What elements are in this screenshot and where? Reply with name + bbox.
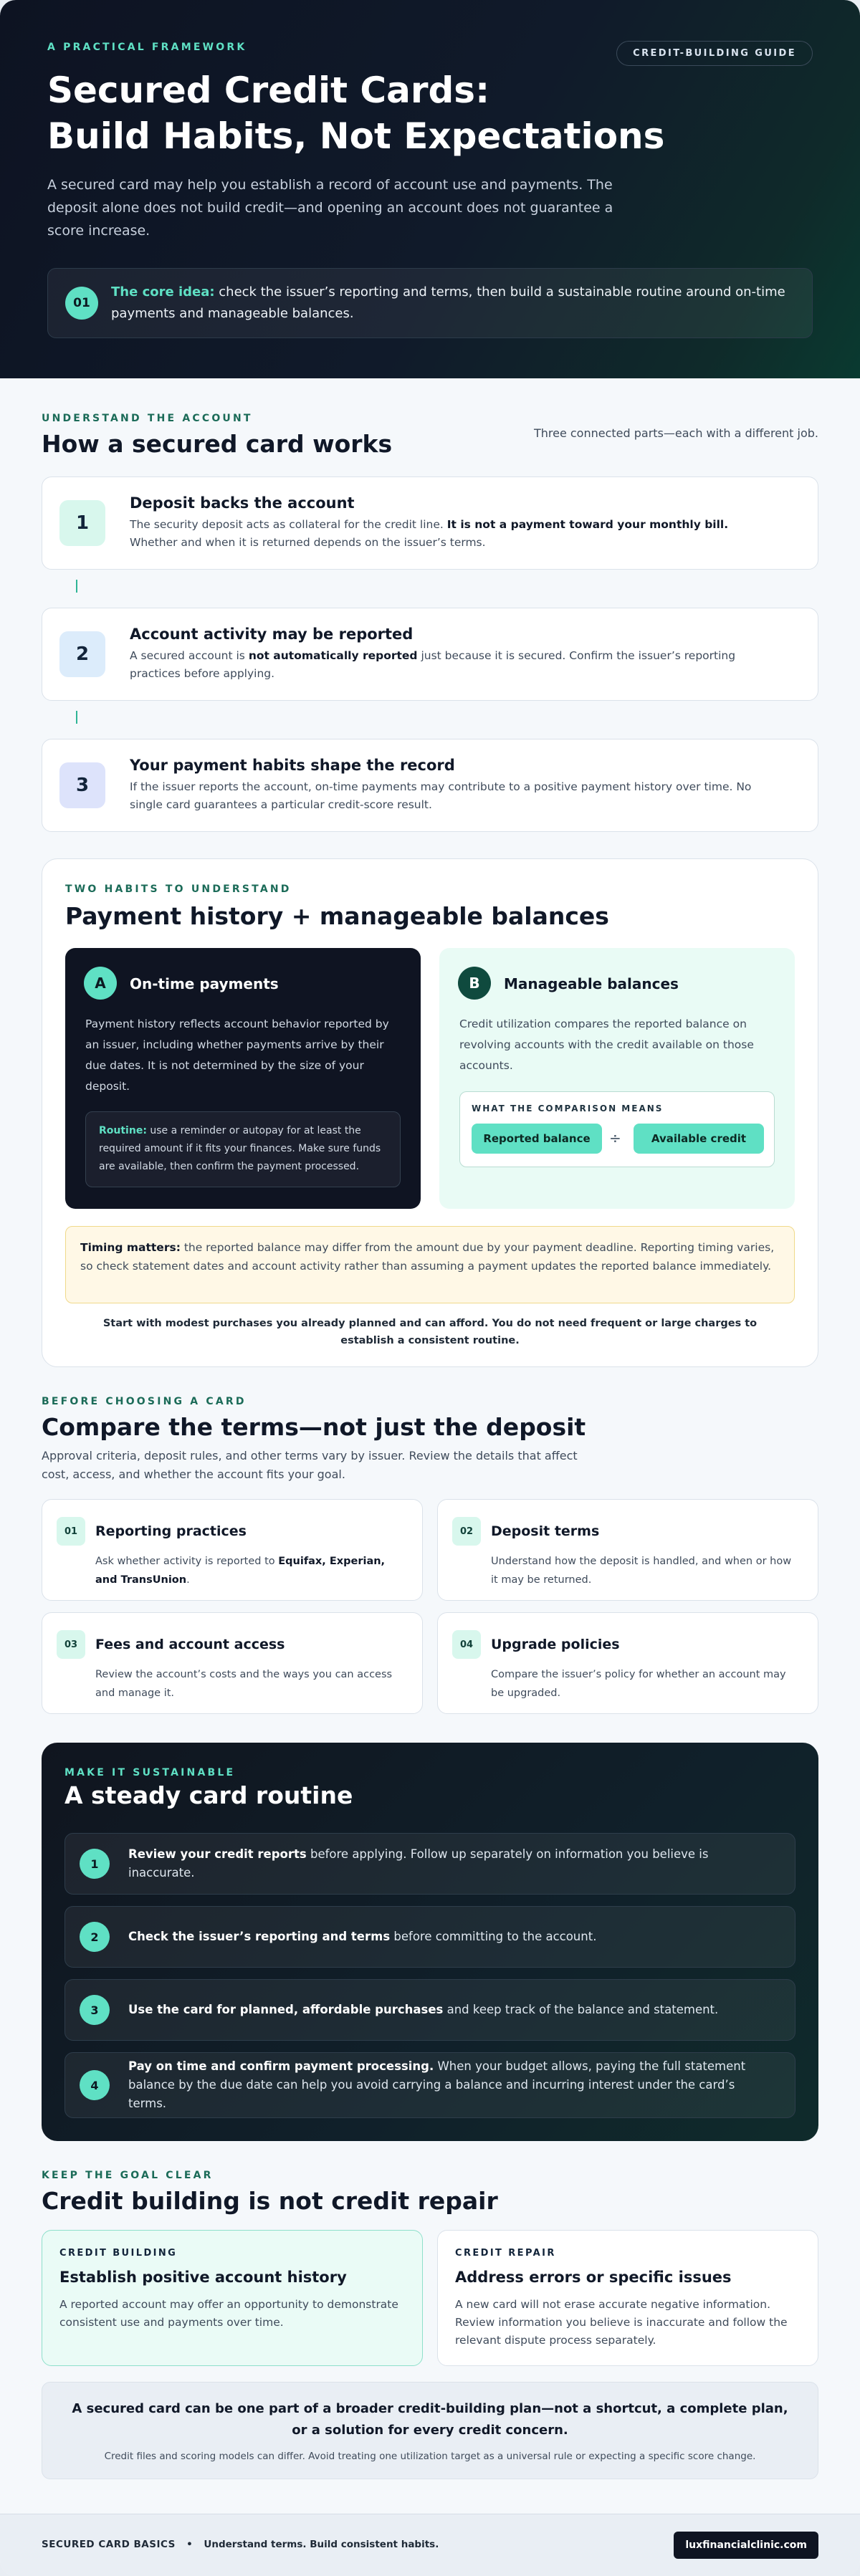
step-desc: A secured account is not automatically reported just because it is secured. Confirm the issuer’s reporting practices before applying. <box>130 649 736 680</box>
hero <box>0 0 860 378</box>
core-idea-body: check the issuer’s reporting and terms, then build a sustainable routine around on-time payments and manageable balances. <box>111 284 785 321</box>
habit-manageable-balances <box>439 948 795 1209</box>
guide-badge: CREDIT-BUILDING GUIDE <box>616 41 813 66</box>
step-title: Your payment habits shape the record <box>130 757 455 774</box>
steps-list <box>42 477 818 832</box>
habits-title: Payment history + manageable balances <box>65 902 609 930</box>
term-title: Reporting practices <box>95 1523 247 1539</box>
routine-step <box>64 2052 796 2118</box>
available-credit-pill: Available credit <box>634 1124 764 1154</box>
how-section <box>0 378 860 873</box>
term-desc: Ask whether activity is reported to Equifax, Experian, and TransUnion. <box>95 1556 386 1586</box>
step-title: Deposit backs the account <box>130 494 355 512</box>
cmp-title: Establish positive account history <box>59 2269 347 2286</box>
title-line-2: Build Habits, Not Expectations <box>47 115 665 157</box>
term-title: Fees and account access <box>95 1637 285 1652</box>
terms-intro: Approval criteria, deposit rules, and other terms vary by issuer. Review the details that affect cost, access, and whether the account fits your goal. <box>42 1449 578 1481</box>
routine-number: 2 <box>80 1922 110 1952</box>
habit-on-time-payments <box>65 948 421 1209</box>
step-connector <box>76 580 77 593</box>
term-title: Deposit terms <box>491 1523 600 1539</box>
habits-eyebrow: TWO HABITS TO UNDERSTAND <box>65 884 292 895</box>
habit-title: Manageable balances <box>504 975 679 992</box>
cmp-title: Address errors or specific issues <box>455 2269 732 2286</box>
term-title: Upgrade policies <box>491 1637 620 1652</box>
utilization-label: WHAT THE COMPARISON MEANS <box>472 1103 664 1114</box>
footer-left <box>42 2539 439 2550</box>
routine-tip: Routine: use a reminder or autopay for at least the required amount if it fits your finances. Make sure funds are available, then confirm the payment processed. <box>85 1111 401 1187</box>
summary-fineprint: Credit files and scoring models can differ. Avoid treating one utilization target as a universal rule or expecting a specific score change. <box>104 2451 756 2462</box>
term-card-upgrade <box>437 1612 818 1714</box>
step-card-reporting <box>42 608 818 701</box>
term-desc: Review the account’s costs and the ways you can access and manage it. <box>95 1669 393 1699</box>
title-line-1: Secured Credit Cards: <box>47 70 490 111</box>
utilization-box <box>459 1091 775 1167</box>
term-number: 03 <box>57 1630 85 1659</box>
terms-section <box>42 1396 818 1718</box>
cmp-desc: A new card will not erase accurate negative information. Review information you believe is inaccurate and follow the relevant dispute process separately. <box>455 2298 788 2347</box>
step-title: Account activity may be reported <box>130 626 414 643</box>
cmp-eyebrow: CREDIT REPAIR <box>455 2248 556 2259</box>
term-card-deposit <box>437 1499 818 1601</box>
habit-desc: Payment history reflects account behavior reported by an issuer, including whether payments arrive by their due dates. It is not determined by the size of your deposit. <box>85 1018 389 1093</box>
summary-text: A secured card can be one part of a broader credit-building plan—not a shortcut, a complete plan, or a solution for every credit concern. <box>72 2401 788 2438</box>
habit-letter: A <box>84 967 117 1000</box>
goal-title: Credit building is not credit repair <box>42 2187 498 2215</box>
step-card-habits <box>42 739 818 832</box>
how-side-note: Three connected parts—each with a different job. <box>533 426 818 440</box>
habits-note: Start with modest purchases you already planned and can afford. You do not need frequent or large charges to establish a consistent routine. <box>102 1318 758 1346</box>
goal-eyebrow: KEEP THE GOAL CLEAR <box>42 2170 214 2181</box>
footer-dot: • <box>186 2539 194 2550</box>
reported-balance-pill: Reported balance <box>472 1124 602 1154</box>
step-number: 2 <box>59 631 105 677</box>
step-connector <box>76 711 77 724</box>
term-desc: Understand how the deposit is handled, and when or how it may be returned. <box>491 1556 792 1586</box>
routine-text: Review your credit reports before applying. Follow up separately on information you believe is inaccurate. <box>128 1847 709 1880</box>
hero-intro: A secured card may help you establish a record of account use and payments. The deposit alone does not build credit—and opening an account does not guarantee a score increase. <box>47 177 613 239</box>
routine-eyebrow: MAKE IT SUSTAINABLE <box>64 1767 236 1778</box>
terms-eyebrow: BEFORE CHOOSING A CARD <box>42 1396 247 1407</box>
credit-repair-card <box>437 2230 818 2366</box>
step-desc: If the issuer reports the account, on-time payments may contribute to a positive payment history over time. No single card guarantees a particular credit-score result. <box>130 780 752 811</box>
credit-building-card <box>42 2230 423 2366</box>
site-link[interactable]: luxfinancialclinic.com <box>674 2532 818 2559</box>
term-card-reporting <box>42 1499 423 1601</box>
divide-sign: ÷ <box>609 1129 621 1146</box>
cmp-desc: A reported account may offer an opportunity to demonstrate consistent use and payments over time. <box>59 2298 398 2329</box>
core-idea-box <box>47 268 813 338</box>
how-title: How a secured card works <box>42 430 393 458</box>
goal-section <box>42 2170 818 2485</box>
routine-step <box>64 1833 796 1895</box>
term-number: 02 <box>452 1517 481 1546</box>
routine-text: Check the issuer’s reporting and terms before committing to the account. <box>128 1930 597 1943</box>
hero-eyebrow: A PRACTICAL FRAMEWORK <box>47 42 247 53</box>
cmp-eyebrow: CREDIT BUILDING <box>59 2248 178 2259</box>
routine-number: 4 <box>80 2070 110 2100</box>
routine-card <box>42 1743 818 2141</box>
core-idea-text <box>111 282 795 325</box>
routine-title: A steady card routine <box>64 1781 353 1809</box>
step-desc: The security deposit acts as collateral for the credit line. It is not a payment toward your monthly bill. Whether and when it is returned depends on the issuer’s terms. <box>130 518 729 549</box>
routine-number: 1 <box>80 1849 110 1879</box>
routine-text: Use the card for planned, affordable purchases and keep track of the balance and statement. <box>128 2003 719 2016</box>
step-number: 3 <box>59 762 105 808</box>
habit-title: On-time payments <box>130 975 279 992</box>
step-card-deposit <box>42 477 818 570</box>
step-number: 1 <box>59 500 105 546</box>
habits-card <box>42 858 818 1367</box>
footer <box>0 2514 860 2576</box>
summary-box <box>42 2382 818 2479</box>
core-idea-lead: The core idea: <box>111 284 215 300</box>
routine-text: Pay on time and confirm payment processing. When your budget allows, paying the full statement balance by the due date can help you avoid carrying a balance and incurring interest under the card’s terms. <box>128 2059 746 2110</box>
footer-label: SECURED CARD BASICS <box>42 2539 176 2550</box>
timing-callout: Timing matters: the reported balance may differ from the amount due by your payment deadline. Reporting timing varies, so check statement dates and account activity rather than assuming a payment updates the reported balance immediately. <box>65 1226 795 1303</box>
routine-step <box>64 1906 796 1968</box>
habit-desc: Credit utilization compares the reported balance on revolving accounts with the credit available on those accounts. <box>459 1018 754 1072</box>
term-desc: Compare the issuer’s policy for whether an account may be upgraded. <box>491 1669 786 1699</box>
footer-tagline: Understand terms. Build consistent habits. <box>204 2539 439 2550</box>
core-idea-number: 01 <box>65 287 98 320</box>
term-number: 04 <box>452 1630 481 1659</box>
routine-number: 3 <box>80 1995 110 2025</box>
habit-letter: B <box>458 967 491 1000</box>
page-title <box>47 67 813 159</box>
how-eyebrow: UNDERSTAND THE ACCOUNT <box>42 413 253 424</box>
term-number: 01 <box>57 1517 85 1546</box>
terms-title: Compare the terms—not just the deposit <box>42 1413 586 1441</box>
routine-step <box>64 1979 796 2041</box>
term-card-fees <box>42 1612 423 1714</box>
